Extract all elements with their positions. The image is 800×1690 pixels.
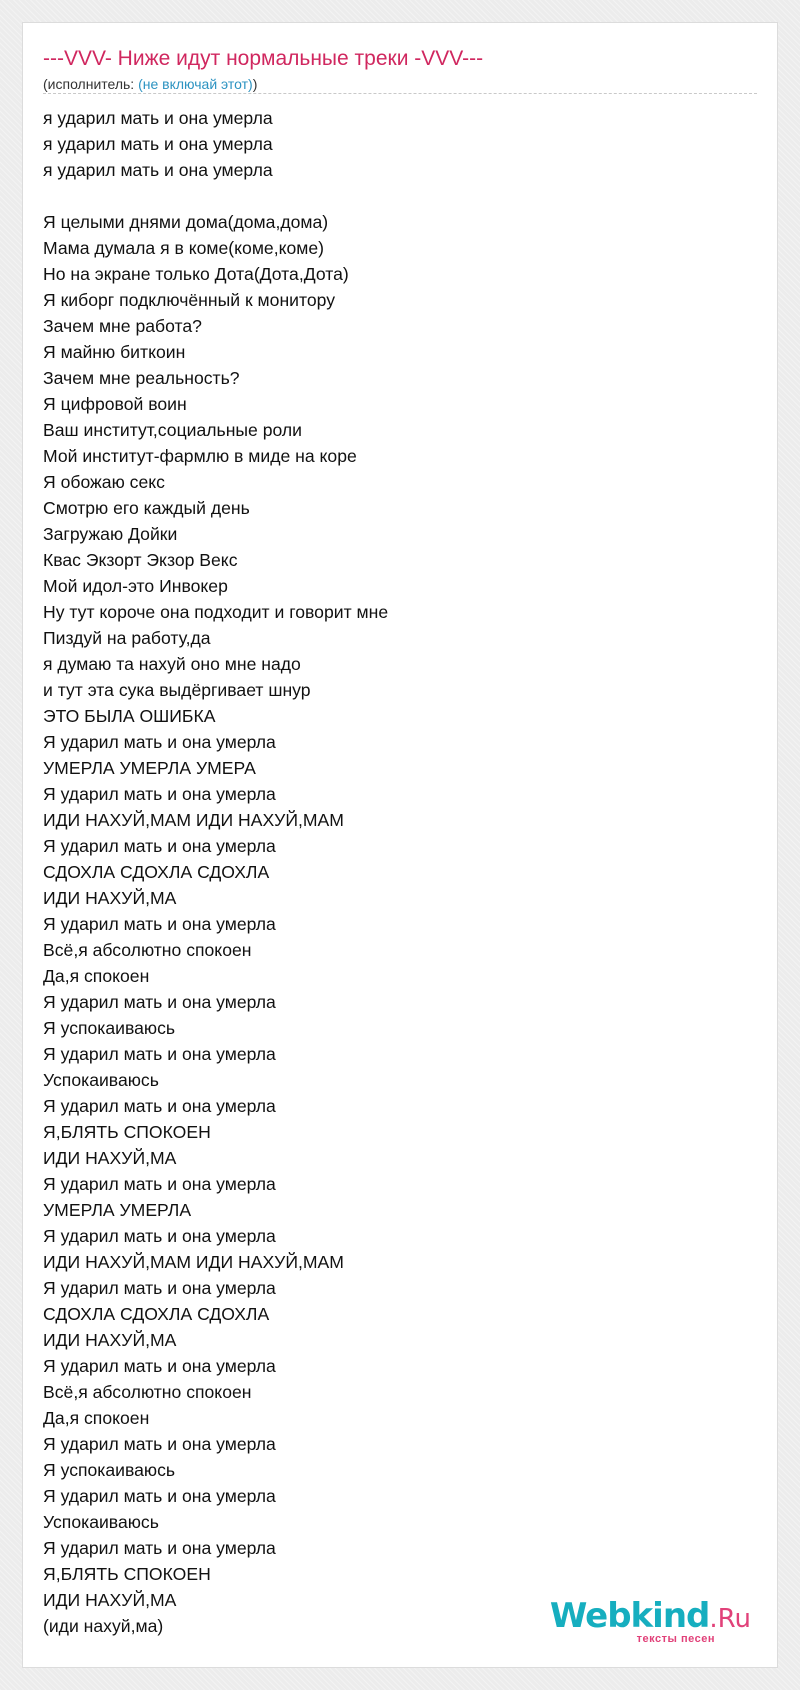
- lyric-line: ЭТО БЫЛА ОШИБКА: [43, 706, 216, 726]
- lyric-line: Я ударил мать и она умерла: [43, 1044, 276, 1064]
- logo-main-text: Webkind: [549, 1596, 710, 1636]
- lyric-line: Да,я спокоен: [43, 966, 150, 986]
- song-title: ---VVV- Ниже идут нормальные треки -VVV---: [43, 47, 484, 70]
- lyric-line: Я успокаиваюсь: [43, 1018, 176, 1038]
- lyric-line: ИДИ НАХУЙ,МА: [43, 1330, 177, 1350]
- lyric-line: Я ударил мать и она умерла: [43, 784, 276, 804]
- lyric-line: ИДИ НАХУЙ,МАМ ИДИ НАХУЙ,МАМ: [43, 1252, 344, 1272]
- lyric-line: Всё,я абсолютно спокоен: [43, 1382, 252, 1402]
- lyric-line: ИДИ НАХУЙ,МАМ ИДИ НАХУЙ,МАМ: [43, 810, 344, 830]
- lyric-line: Мой идол-это Инвокер: [43, 576, 228, 596]
- lyric-line: Ваш институт,социальные роли: [43, 420, 303, 440]
- lyric-line: Да,я спокоен: [43, 1408, 150, 1428]
- lyric-line: УМЕРЛА УМЕРЛА: [43, 1200, 192, 1220]
- lyric-line: я думаю та нахуй оно мне надо: [43, 654, 301, 674]
- lyric-line: Я ударил мать и она умерла: [43, 1174, 276, 1194]
- lyric-line: Я майню биткоин: [43, 342, 186, 362]
- lyric-line: Зачем мне работа?: [43, 316, 202, 336]
- lyric-line: (иди нахуй,ма): [43, 1616, 164, 1636]
- lyric-line: Я ударил мать и она умерла: [43, 1434, 276, 1454]
- lyric-line: Мама думала я в коме(коме,коме): [43, 238, 325, 258]
- logo-tagline: тексты песен: [636, 1633, 715, 1645]
- header-divider: [43, 93, 757, 94]
- lyric-line: Я успокаиваюсь: [43, 1460, 176, 1480]
- lyric-line: Я целыми днями дома(дома,дома): [43, 212, 329, 232]
- lyric-line: Мой институт-фармлю в миде на коре: [43, 446, 357, 466]
- lyric-line: Квас Экзорт Экзор Векс: [43, 550, 238, 570]
- lyric-line: Успокаиваюсь: [43, 1512, 159, 1532]
- lyric-line: я ударил мать и она умерла: [43, 134, 273, 154]
- lyric-line: я ударил мать и она умерла: [43, 160, 273, 180]
- lyric-line: Я ударил мать и она умерла: [43, 1486, 276, 1506]
- lyric-line: Я,БЛЯТЬ СПОКОЕН: [43, 1122, 211, 1142]
- logo-tld: .Ru: [709, 1604, 751, 1634]
- lyric-line: Но на экране только Дота(Дота,Дота): [43, 264, 349, 284]
- lyric-line: Ну тут короче она подходит и говорит мне: [43, 602, 389, 622]
- lyric-line: Зачем мне реальность?: [43, 368, 240, 388]
- lyric-line: ИДИ НАХУЙ,МА: [43, 1590, 177, 1610]
- lyric-blank-line: [43, 183, 757, 209]
- lyric-line: ИДИ НАХУЙ,МА: [43, 1148, 177, 1168]
- lyric-line: Я ударил мать и она умерла: [43, 1356, 276, 1376]
- lyric-line: Я,БЛЯТЬ СПОКОЕН: [43, 1564, 211, 1584]
- lyric-line: Я ударил мать и она умерла: [43, 914, 276, 934]
- lyric-line: Загружаю Дойки: [43, 524, 178, 544]
- artist-line: [43, 75, 757, 93]
- lyrics-card: [22, 22, 778, 1668]
- lyric-line: Смотрю его каждый день: [43, 498, 250, 518]
- lyric-line: Я ударил мать и она умерла: [43, 732, 276, 752]
- lyric-line: Я ударил мать и она умерла: [43, 1226, 276, 1246]
- lyrics-text: [43, 105, 757, 1639]
- lyric-line: СДОХЛА СДОХЛА СДОХЛА: [43, 1304, 270, 1324]
- lyric-line: Я киборг подключённый к монитору: [43, 290, 336, 310]
- lyric-line: СДОХЛА СДОХЛА СДОХЛА: [43, 862, 270, 882]
- artist-link[interactable]: (не включай этот): [138, 76, 253, 92]
- lyric-line: ИДИ НАХУЙ,МА: [43, 888, 177, 908]
- lyric-line: Пиздуй на работу,да: [43, 628, 211, 648]
- artist-label: (исполнитель:: [43, 76, 139, 92]
- lyric-line: Я обожаю секс: [43, 472, 165, 492]
- lyric-line: и тут эта сука выдёргивает шнур: [43, 680, 311, 700]
- lyric-line: Я ударил мать и она умерла: [43, 992, 276, 1012]
- lyric-line: Я ударил мать и она умерла: [43, 1278, 276, 1298]
- lyric-line: я ударил мать и она умерла: [43, 108, 273, 128]
- lyric-line: Успокаиваюсь: [43, 1070, 159, 1090]
- lyric-line: Всё,я абсолютно спокоен: [43, 940, 252, 960]
- webkind-logo[interactable]: [551, 1597, 751, 1643]
- lyric-line: УМЕРЛА УМЕРЛА УМЕРА: [43, 758, 256, 778]
- lyric-line: Я цифровой воин: [43, 394, 187, 414]
- lyric-line: Я ударил мать и она умерла: [43, 1538, 276, 1558]
- logo-wordmark: [550, 1597, 751, 1638]
- artist-close: ): [252, 76, 258, 92]
- lyric-line: Я ударил мать и она умерла: [43, 1096, 276, 1116]
- lyric-line: Я ударил мать и она умерла: [43, 836, 276, 856]
- song-header: [43, 45, 757, 93]
